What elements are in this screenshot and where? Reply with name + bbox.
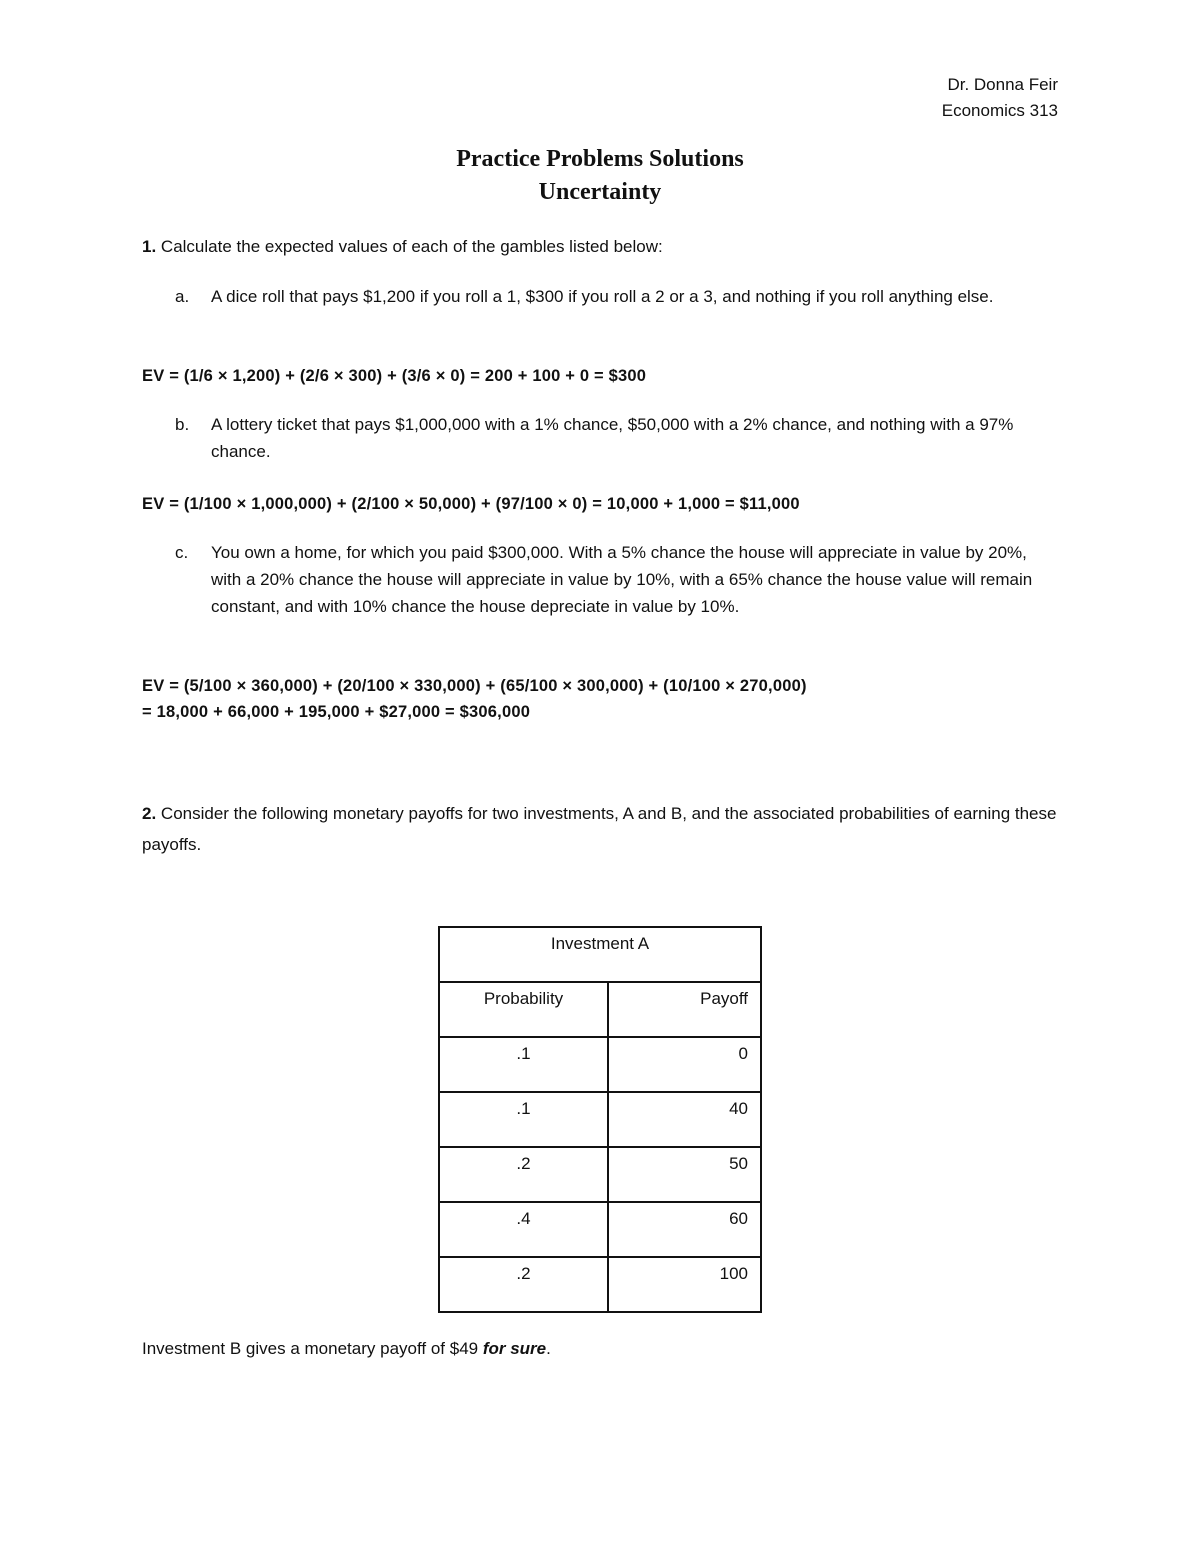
- question-1-number: 1.: [142, 237, 157, 256]
- header-info: [942, 72, 1058, 124]
- expected-value-a: EV = (1/6 × 1,200) + (2/6 × 300) + (3/6 × 0) = 200 + 100 + 0 = $300: [142, 367, 647, 385]
- investment-b-statement: [142, 1335, 1062, 1362]
- expected-value-c-line-1: EV = (5/100 × 360,000) + (20/100 × 330,000) + (65/100 × 300,000) + (10/100 × 270,000): [142, 677, 807, 695]
- item-label-b: b.: [175, 415, 190, 434]
- author-name: Dr. Donna Feir: [947, 75, 1058, 94]
- probability-cell: .2: [439, 1147, 608, 1202]
- table-row: [439, 1092, 761, 1147]
- probability-cell: .2: [439, 1257, 608, 1312]
- item-label-c: c.: [175, 543, 189, 562]
- title-line-1: Practice Problems Solutions: [456, 146, 744, 172]
- expected-value-c-line-2: = 18,000 + 66,000 + 195,000 + $27,000 = $306,000: [142, 703, 531, 721]
- question-2-prompt: [142, 798, 1062, 860]
- column-header-payoff: Payoff: [608, 982, 761, 1037]
- question-2-number: 2.: [142, 804, 157, 823]
- question-1-prompt: [142, 233, 1062, 260]
- probability-cell: .4: [439, 1202, 608, 1257]
- item-text-a: A dice roll that pays $1,200 if you roll a 1, $300 if you roll a 2 or a 3, and nothing if you roll anything else.: [211, 287, 994, 306]
- question-1-text: Calculate the expected values of each of the gambles listed below:: [160, 237, 663, 256]
- document-title: [0, 143, 1200, 209]
- investment-b-text: Investment B gives a monetary payoff of $49: [142, 1339, 483, 1358]
- probability-cell: .1: [439, 1092, 608, 1147]
- question-1b: [175, 411, 1055, 465]
- question-2-text: Consider the following monetary payoffs for two investments, A and B, and the associated probabilities of earning these payoffs.: [142, 804, 1057, 854]
- table-row: [439, 1257, 761, 1312]
- course-name: Economics 313: [941, 101, 1058, 120]
- item-text-b: A lottery ticket that pays $1,000,000 with a 1% chance, $50,000 with a 2% chance, and nothing with a 97% chance.: [211, 415, 1014, 461]
- item-label-a: a.: [175, 287, 190, 306]
- probability-cell: .1: [439, 1037, 608, 1092]
- question-1a: [175, 283, 1055, 310]
- investment-b-period: .: [546, 1339, 551, 1358]
- expected-value-b: EV = (1/100 × 1,000,000) + (2/100 × 50,000) + (97/100 × 0) = 10,000 + 1,000 = $11,000: [142, 495, 800, 513]
- table-row: [439, 1037, 761, 1092]
- question-1c: [175, 539, 1055, 620]
- payoff-cell: 100: [608, 1257, 761, 1312]
- investment-a-table: [438, 926, 762, 1313]
- payoff-cell: 0: [608, 1037, 761, 1092]
- payoff-cell: 40: [608, 1092, 761, 1147]
- item-text-c: You own a home, for which you paid $300,000. With a 5% chance the house will appreciate in value by 20%, with a 20% chance the house will appreciate in value by 10%, with a 65% chance the house value will remain constant, and with 10% chance the house depreciate in value by 10%.: [211, 543, 1033, 616]
- payoff-cell: 60: [608, 1202, 761, 1257]
- investment-b-emphasis: for sure: [482, 1339, 547, 1358]
- table-row: [439, 1202, 761, 1257]
- title-line-2: Uncertainty: [538, 179, 662, 205]
- investment-a-table-title: Investment A: [439, 927, 761, 982]
- column-header-probability: Probability: [439, 982, 608, 1037]
- expected-value-c: [142, 673, 1082, 725]
- table-row: [439, 1147, 761, 1202]
- payoff-cell: 50: [608, 1147, 761, 1202]
